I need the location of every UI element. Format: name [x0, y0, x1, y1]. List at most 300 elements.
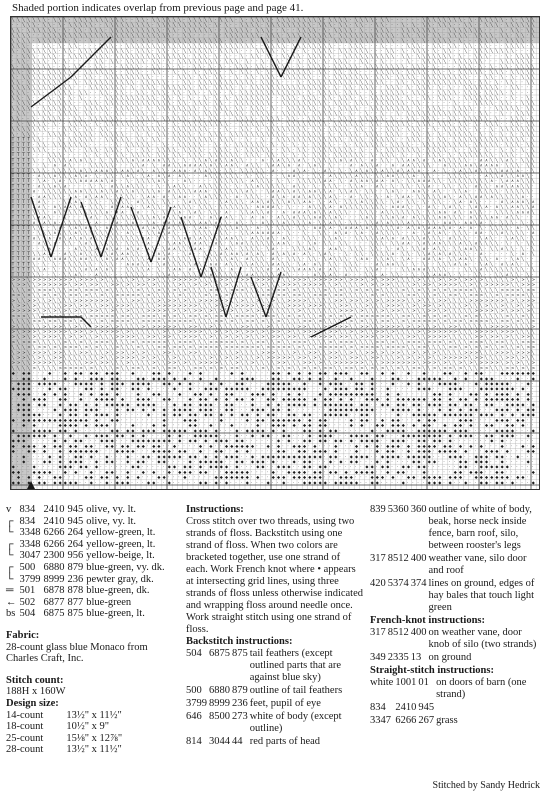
svg-text:╲: ╲	[63, 27, 67, 32]
svg-text:∧: ∧	[443, 215, 446, 220]
svg-text:∧: ∧	[137, 168, 140, 173]
svg-text:╲: ╲	[333, 261, 337, 266]
svg-text:∧: ∧	[230, 251, 233, 256]
svg-text:╲: ╲	[11, 64, 15, 69]
svg-text:╲: ╲	[89, 116, 93, 121]
svg-text:T: T	[21, 183, 25, 188]
svg-text:·: ·	[360, 64, 361, 69]
svg-text:╲: ╲	[162, 147, 166, 152]
svg-text:·: ·	[480, 121, 481, 126]
svg-text:·: ·	[506, 85, 507, 90]
svg-text:·: ·	[111, 194, 112, 199]
svg-text:╲: ╲	[312, 147, 316, 152]
svg-text:╲: ╲	[32, 27, 36, 32]
svg-text:∧: ∧	[365, 256, 368, 261]
backstitch-table	[186, 648, 364, 749]
svg-text:╲: ╲	[411, 235, 415, 240]
svg-text:·: ·	[272, 53, 273, 58]
svg-text:╲: ╲	[286, 147, 290, 152]
floss-color-name: blue-green, lt.	[86, 608, 167, 620]
svg-text:·: ·	[443, 43, 444, 48]
svg-text:╲: ╲	[463, 111, 467, 116]
svg-text:·: ·	[111, 90, 112, 95]
svg-text:·: ·	[464, 53, 465, 58]
svg-text:╲: ╲	[453, 215, 457, 220]
svg-text:╲: ╲	[99, 183, 103, 188]
svg-text:╲: ╲	[250, 142, 254, 147]
svg-text:·: ·	[407, 152, 408, 157]
svg-text:╲: ╲	[411, 100, 415, 105]
svg-text:·: ·	[345, 163, 346, 168]
svg-text:╲: ╲	[338, 220, 342, 225]
svg-text:╲: ╲	[260, 121, 264, 126]
svg-text:╲: ╲	[250, 33, 254, 38]
svg-text:╲: ╲	[16, 27, 20, 32]
svg-text:·: ·	[407, 64, 408, 69]
svg-text:T: T	[16, 183, 20, 188]
svg-text:T: T	[26, 225, 30, 230]
svg-text:╲: ╲	[458, 142, 462, 147]
svg-text:╲: ╲	[177, 189, 181, 194]
svg-text:·: ·	[189, 64, 190, 69]
svg-text:·: ·	[412, 33, 413, 38]
instructions-column	[186, 504, 364, 749]
svg-text:╲: ╲	[401, 100, 405, 105]
svg-text:╲: ╲	[453, 241, 457, 246]
svg-text:╲: ╲	[411, 137, 415, 142]
svg-text:·: ·	[282, 105, 283, 110]
svg-text:╲: ╲	[250, 256, 254, 261]
svg-text:╲: ╲	[307, 69, 311, 74]
svg-text:╲: ╲	[42, 33, 46, 38]
svg-text:╲: ╲	[255, 48, 259, 53]
svg-text:╲: ╲	[162, 225, 166, 230]
svg-text:·: ·	[74, 48, 75, 53]
svg-text:╲: ╲	[42, 261, 46, 266]
svg-text:╲: ╲	[125, 142, 129, 147]
svg-text:╲: ╲	[89, 189, 93, 194]
svg-text:·: ·	[365, 105, 366, 110]
svg-text:╲: ╲	[224, 59, 228, 64]
svg-text:·: ·	[126, 126, 127, 131]
svg-text:╲: ╲	[271, 157, 275, 162]
svg-text:∧: ∧	[199, 235, 202, 240]
svg-text:╲: ╲	[432, 33, 436, 38]
svg-text:╲: ╲	[349, 85, 353, 90]
svg-text:╲: ╲	[78, 33, 82, 38]
svg-text:╲: ╲	[479, 209, 483, 214]
svg-text:·: ·	[339, 85, 340, 90]
svg-text:╲: ╲	[364, 79, 368, 84]
svg-text:╲: ╲	[214, 147, 218, 152]
svg-text:╲: ╲	[463, 131, 467, 136]
svg-text:·: ·	[308, 142, 309, 147]
svg-text:╲: ╲	[458, 204, 462, 209]
svg-text:·: ·	[381, 246, 382, 251]
svg-text:∧: ∧	[360, 178, 363, 183]
svg-text:╲: ╲	[125, 48, 129, 53]
svg-text:╲: ╲	[318, 152, 322, 157]
svg-text:╲: ╲	[94, 163, 98, 168]
svg-text:╲: ╲	[52, 178, 56, 183]
svg-text:╲: ╲	[354, 137, 358, 142]
svg-text:╲: ╲	[390, 209, 394, 214]
svg-text:╲: ╲	[437, 111, 441, 116]
color-key-symbol: ┌	[6, 562, 20, 574]
svg-text:╲: ╲	[130, 168, 134, 173]
svg-text:·: ·	[303, 173, 304, 178]
svg-text:∧: ∧	[261, 215, 264, 220]
svg-text:╲: ╲	[479, 111, 483, 116]
svg-text:╲: ╲	[130, 121, 134, 126]
svg-text:·: ·	[64, 178, 65, 183]
svg-text:╲: ╲	[193, 137, 197, 142]
svg-text:╲: ╲	[250, 105, 254, 110]
svg-text:╲: ╲	[370, 178, 374, 183]
svg-text:·: ·	[397, 43, 398, 48]
svg-text:╲: ╲	[47, 116, 51, 121]
svg-text:╲: ╲	[489, 225, 493, 230]
svg-text:·: ·	[17, 22, 18, 27]
svg-text:╲: ╲	[245, 74, 249, 79]
svg-text:·: ·	[95, 241, 96, 246]
svg-text:·: ·	[490, 199, 491, 204]
svg-text:╲: ╲	[458, 152, 462, 157]
svg-text:·: ·	[121, 147, 122, 152]
svg-text:╲: ╲	[276, 131, 280, 136]
svg-text:╲: ╲	[344, 241, 348, 246]
svg-text:·: ·	[215, 246, 216, 251]
svg-text:╲: ╲	[84, 126, 88, 131]
svg-text:╲: ╲	[333, 157, 337, 162]
svg-text:╲: ╲	[208, 90, 212, 95]
svg-text:·: ·	[506, 69, 507, 74]
svg-text:╲: ╲	[99, 48, 103, 53]
svg-text:╲: ╲	[37, 38, 41, 43]
svg-text:T: T	[11, 261, 15, 266]
svg-text:╲: ╲	[328, 168, 332, 173]
svg-text:∧: ∧	[303, 209, 306, 214]
svg-text:╲: ╲	[442, 261, 446, 266]
svg-text:∧: ∧	[287, 163, 290, 168]
svg-text:·: ·	[59, 147, 60, 152]
svg-text:·: ·	[449, 59, 450, 64]
svg-text:·: ·	[371, 100, 372, 105]
svg-text:∧: ∧	[360, 199, 363, 204]
svg-text:╲: ╲	[68, 168, 72, 173]
svg-text:∧: ∧	[282, 251, 285, 256]
svg-text:╲: ╲	[78, 22, 82, 27]
svg-text:╲: ╲	[323, 189, 327, 194]
svg-text:╲: ╲	[130, 38, 134, 43]
svg-text:╲: ╲	[526, 74, 530, 79]
svg-text:T: T	[11, 157, 15, 162]
svg-text:·: ·	[345, 235, 346, 240]
svg-text:∧: ∧	[381, 168, 384, 173]
svg-text:T: T	[11, 189, 15, 194]
svg-text:╲: ╲	[437, 147, 441, 152]
svg-text:·: ·	[402, 95, 403, 100]
svg-text:╲: ╲	[42, 142, 46, 147]
svg-text:╲: ╲	[151, 116, 155, 121]
svg-text:·: ·	[194, 251, 195, 256]
svg-text:·: ·	[220, 27, 221, 32]
svg-text:T: T	[21, 261, 25, 266]
svg-text:·: ·	[495, 152, 496, 157]
svg-text:T: T	[21, 241, 25, 246]
svg-text:·: ·	[209, 199, 210, 204]
svg-text:╲: ╲	[474, 100, 478, 105]
svg-text:·: ·	[319, 74, 320, 79]
svg-text:T: T	[21, 230, 25, 235]
svg-text:·: ·	[376, 59, 377, 64]
svg-text:╲: ╲	[432, 27, 436, 32]
svg-text:╲: ╲	[292, 126, 296, 131]
svg-text:╲: ╲	[526, 189, 530, 194]
svg-text:╲: ╲	[349, 105, 353, 110]
svg-text:╲: ╲	[411, 209, 415, 214]
svg-text:╲: ╲	[16, 33, 20, 38]
svg-text:╲: ╲	[411, 43, 415, 48]
svg-text:╲: ╲	[266, 261, 270, 266]
svg-text:╲: ╲	[453, 230, 457, 235]
svg-text:╲: ╲	[364, 220, 368, 225]
svg-text:╲: ╲	[505, 173, 509, 178]
svg-text:∧: ∧	[433, 189, 436, 194]
svg-text:∧: ∧	[79, 251, 82, 256]
svg-text:╲: ╲	[42, 85, 46, 90]
svg-text:·: ·	[277, 69, 278, 74]
svg-text:╲: ╲	[416, 64, 420, 69]
svg-text:╲: ╲	[323, 64, 327, 69]
svg-text:╲: ╲	[214, 251, 218, 256]
svg-text:T: T	[21, 173, 25, 178]
svg-text:╲: ╲	[312, 64, 316, 69]
svg-text:╲: ╲	[479, 116, 483, 121]
svg-text:·: ·	[220, 168, 221, 173]
svg-text:·: ·	[22, 69, 23, 74]
svg-text:·: ·	[412, 183, 413, 188]
svg-text:·: ·	[277, 121, 278, 126]
svg-text:·: ·	[74, 147, 75, 152]
svg-text:╲: ╲	[104, 137, 108, 142]
svg-text:╲: ╲	[276, 116, 280, 121]
svg-text:╲: ╲	[52, 74, 56, 79]
svg-text:T: T	[26, 147, 30, 152]
svg-text:╲: ╲	[21, 64, 25, 69]
svg-text:╲: ╲	[401, 22, 405, 27]
svg-text:T: T	[21, 215, 25, 220]
svg-text:∧: ∧	[199, 241, 202, 246]
svg-text:·: ·	[339, 163, 340, 168]
svg-text:·: ·	[147, 209, 148, 214]
svg-text:╲: ╲	[219, 121, 223, 126]
svg-text:·: ·	[433, 131, 434, 136]
svg-text:╲: ╲	[104, 121, 108, 126]
svg-text:╲: ╲	[52, 85, 56, 90]
svg-text:╲: ╲	[380, 251, 384, 256]
svg-text:╲: ╲	[172, 116, 176, 121]
svg-text:∧: ∧	[277, 261, 280, 266]
svg-text:╲: ╲	[297, 111, 301, 116]
svg-text:╲: ╲	[390, 64, 394, 69]
svg-text:╲: ╲	[427, 173, 431, 178]
svg-text:∧: ∧	[147, 256, 150, 261]
svg-text:╲: ╲	[453, 90, 457, 95]
svg-text:╲: ╲	[47, 69, 51, 74]
svg-text:╲: ╲	[427, 194, 431, 199]
svg-text:╲: ╲	[245, 168, 249, 173]
svg-text:·: ·	[85, 199, 86, 204]
svg-text:╲: ╲	[468, 27, 472, 32]
svg-text:·: ·	[454, 95, 455, 100]
svg-text:╲: ╲	[416, 90, 420, 95]
svg-text:╲: ╲	[136, 131, 140, 136]
svg-text:╲: ╲	[260, 241, 264, 246]
svg-text:∧: ∧	[157, 173, 160, 178]
svg-text:╲: ╲	[364, 38, 368, 43]
svg-text:╲: ╲	[364, 100, 368, 105]
svg-text:╲: ╲	[458, 131, 462, 136]
svg-text:╲: ╲	[255, 100, 259, 105]
svg-text:╲: ╲	[318, 79, 322, 84]
svg-text:╲: ╲	[182, 79, 186, 84]
svg-text:·: ·	[241, 194, 242, 199]
svg-text:╲: ╲	[307, 137, 311, 142]
svg-text:·: ·	[428, 100, 429, 105]
svg-text:·: ·	[527, 33, 528, 38]
svg-text:╲: ╲	[84, 131, 88, 136]
svg-text:T: T	[26, 152, 30, 157]
svg-text:T: T	[16, 261, 20, 266]
svg-text:╲: ╲	[500, 225, 504, 230]
svg-text:╲: ╲	[453, 137, 457, 142]
svg-text:╲: ╲	[453, 246, 457, 251]
svg-text:╲: ╲	[68, 251, 72, 256]
svg-text:╲: ╲	[427, 131, 431, 136]
svg-text:╲: ╲	[115, 33, 119, 38]
svg-text:·: ·	[33, 199, 34, 204]
svg-text:∧: ∧	[516, 178, 519, 183]
svg-text:∧: ∧	[173, 168, 176, 173]
french-knot-table	[370, 627, 546, 665]
svg-text:╲: ╲	[11, 74, 15, 79]
svg-text:╲: ╲	[32, 59, 36, 64]
svg-text:╲: ╲	[224, 79, 228, 84]
svg-text:╲: ╲	[214, 33, 218, 38]
floss-number-dmc: 317	[370, 553, 388, 578]
svg-text:∧: ∧	[111, 251, 114, 256]
svg-text:╲: ╲	[78, 137, 82, 142]
svg-text:╲: ╲	[224, 17, 228, 22]
svg-text:╲: ╲	[318, 230, 322, 235]
svg-text:╲: ╲	[193, 43, 197, 48]
svg-text:╲: ╲	[37, 220, 41, 225]
svg-text:╲: ╲	[130, 230, 134, 235]
svg-text:∧: ∧	[475, 241, 478, 246]
svg-text:·: ·	[168, 79, 169, 84]
svg-text:·: ·	[230, 74, 231, 79]
svg-text:╲: ╲	[318, 90, 322, 95]
svg-text:∧: ∧	[64, 183, 67, 188]
svg-text:·: ·	[142, 251, 143, 256]
svg-text:╲: ╲	[385, 225, 389, 230]
svg-text:·: ·	[521, 95, 522, 100]
svg-text:╲: ╲	[162, 48, 166, 53]
svg-text:╲: ╲	[380, 215, 384, 220]
svg-text:╲: ╲	[188, 152, 192, 157]
svg-text:·: ·	[376, 43, 377, 48]
svg-text:╲: ╲	[177, 17, 181, 22]
svg-text:·: ·	[38, 43, 39, 48]
svg-text:╲: ╲	[427, 235, 431, 240]
svg-text:╲: ╲	[463, 126, 467, 131]
svg-text:╲: ╲	[422, 33, 426, 38]
svg-text:·: ·	[282, 178, 283, 183]
svg-text:╲: ╲	[307, 79, 311, 84]
svg-text:╲: ╲	[151, 230, 155, 235]
svg-text:╲: ╲	[115, 85, 119, 90]
svg-text:╲: ╲	[396, 142, 400, 147]
svg-text:·: ·	[506, 17, 507, 22]
svg-text:╲: ╲	[354, 43, 358, 48]
svg-text:╲: ╲	[68, 194, 72, 199]
svg-text:·: ·	[350, 256, 351, 261]
svg-text:╲: ╲	[484, 90, 488, 95]
svg-text:╲: ╲	[333, 59, 337, 64]
svg-text:╲: ╲	[489, 69, 493, 74]
svg-text:╲: ╲	[245, 137, 249, 142]
svg-text:╲: ╲	[437, 105, 441, 110]
svg-text:·: ·	[282, 168, 283, 173]
svg-text:╲: ╲	[146, 116, 150, 121]
svg-text:·: ·	[412, 241, 413, 246]
svg-text:╲: ╲	[162, 105, 166, 110]
svg-text:·: ·	[417, 17, 418, 22]
svg-text:╲: ╲	[338, 48, 342, 53]
svg-text:╲: ╲	[370, 189, 374, 194]
svg-text:╲: ╲	[411, 163, 415, 168]
svg-text:╲: ╲	[437, 246, 441, 251]
svg-text:·: ·	[402, 189, 403, 194]
svg-text:╲: ╲	[78, 131, 82, 136]
svg-text:╲: ╲	[214, 183, 218, 188]
svg-text:·: ·	[391, 22, 392, 27]
svg-text:╲: ╲	[177, 256, 181, 261]
svg-text:╲: ╲	[94, 100, 98, 105]
svg-text:╲: ╲	[130, 225, 134, 230]
svg-text:∧: ∧	[313, 209, 316, 214]
svg-text:·: ·	[339, 183, 340, 188]
svg-text:╲: ╲	[531, 225, 535, 230]
svg-text:·: ·	[163, 189, 164, 194]
svg-text:╲: ╲	[468, 147, 472, 152]
svg-text:╲: ╲	[89, 183, 93, 188]
svg-text:·: ·	[423, 126, 424, 131]
svg-text:╲: ╲	[380, 53, 384, 58]
svg-text:╲: ╲	[146, 38, 150, 43]
svg-text:∧: ∧	[142, 235, 145, 240]
svg-text:·: ·	[168, 90, 169, 95]
svg-text:·: ·	[53, 199, 54, 204]
svg-text:╲: ╲	[94, 251, 98, 256]
svg-text:╲: ╲	[437, 189, 441, 194]
svg-text:·: ·	[100, 199, 101, 204]
svg-text:╲: ╲	[281, 163, 285, 168]
svg-text:╲: ╲	[198, 142, 202, 147]
svg-text:·: ·	[48, 168, 49, 173]
svg-text:·: ·	[433, 22, 434, 27]
